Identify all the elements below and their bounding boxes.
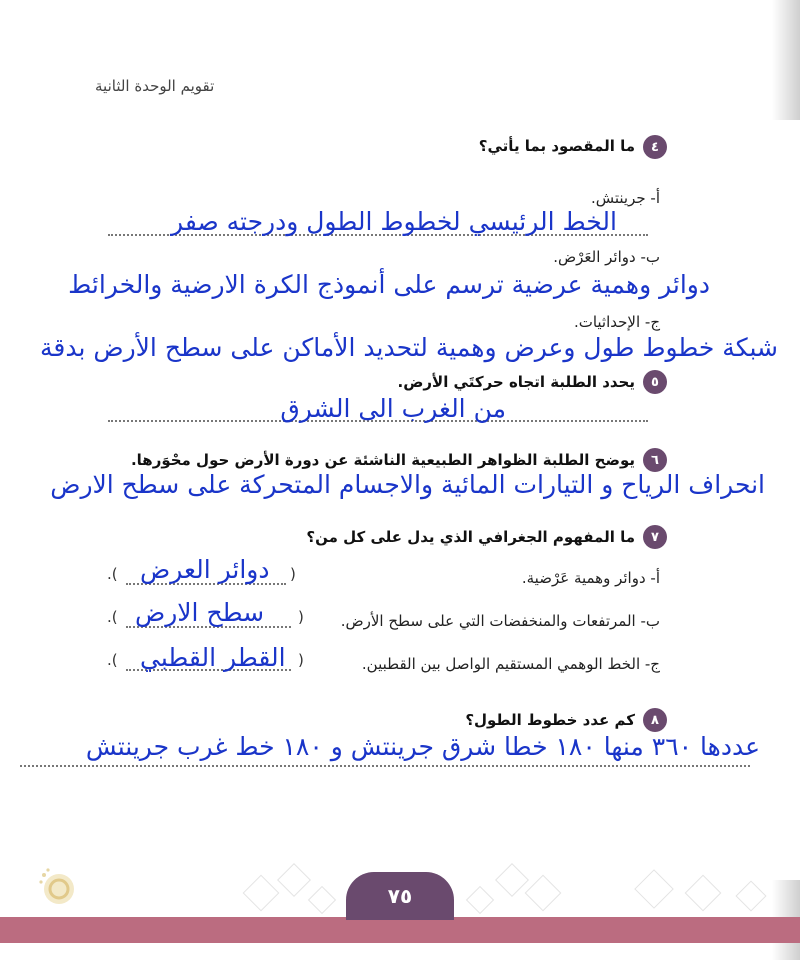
- question-number-8: ٨: [643, 708, 667, 732]
- q4-c-label: ج- الإحداثيات.: [573, 313, 660, 331]
- page-corner-shadow: [772, 0, 800, 120]
- q7-c-label: ج- الخط الوهمي المستقيم الواصل بين القطبين.: [361, 655, 660, 673]
- q7-b-paren-close: ).: [107, 608, 118, 626]
- q4-a-answer: الخط الرئيسي لخطوط الطول ودرجته صفر: [171, 207, 617, 236]
- decorative-pattern: [525, 875, 562, 912]
- decorative-pattern: [634, 869, 674, 909]
- q4-b-label: ب- دوائر العَرْض.: [553, 248, 660, 266]
- decorative-pattern: [277, 863, 311, 897]
- q7-a-paren-open: (: [290, 565, 296, 583]
- decorative-pattern: [308, 886, 336, 914]
- q7-b-answer: سطح الارض: [135, 598, 265, 627]
- question-number-6: ٦: [643, 448, 667, 472]
- q4-a-label: أ- جرينتش.: [590, 189, 660, 207]
- decorative-pattern: [466, 886, 494, 914]
- question-number-7: ٧: [643, 525, 667, 549]
- q7-c-paren-open: (: [298, 651, 304, 669]
- q6-answer: انحراف الرياح و التيارات المائية والاجسام المتحركة على سطح الارض: [50, 470, 765, 499]
- q7-b-label: ب- المرتفعات والمنخفضات التي على سطح الأرض.: [340, 612, 660, 630]
- question-7-prompt: ما المفهوم الجغرافي الذي يدل على كل من؟: [306, 528, 635, 546]
- footer-bar: [0, 917, 800, 943]
- unit-title: تقويم الوحدة الثانية: [95, 77, 215, 95]
- q7-a-answer: دوائر العرض: [140, 555, 270, 584]
- decorative-pattern: [735, 880, 766, 911]
- q7-b-paren-open: (: [298, 608, 304, 626]
- question-6-prompt: يوضح الطلبة الظواهر الطبيعية الناشئة عن دورة الأرض حول محْوَرها.: [130, 451, 635, 469]
- q7-c-paren-close: ).: [107, 651, 118, 669]
- q4-c-answer: شبكة خطوط طول وعرض وهمية لتحديد الأماكن على سطح الأرض بدقة: [39, 333, 778, 362]
- question-number-4: ٤: [643, 135, 667, 159]
- q8-answer-line: [20, 765, 750, 767]
- decorative-pattern: [243, 875, 280, 912]
- page-number: ٧٥: [346, 872, 454, 920]
- q7-a-paren-close: ).: [107, 565, 118, 583]
- publisher-logo: [36, 866, 82, 912]
- question-8-prompt: كم عدد خطوط الطول؟: [465, 711, 635, 729]
- question-4-prompt: ما المقصود بما يأتي؟: [478, 137, 635, 155]
- q4-b-answer: دوائر وهمية عرضية ترسم على أنموذج الكرة الارضية والخرائط: [68, 270, 710, 299]
- question-number-5: ٥: [643, 370, 667, 394]
- q7-a-label: أ- دوائر وهمية عَرْضية.: [521, 569, 660, 587]
- q5-answer: من الغرب الى الشرق: [280, 394, 506, 423]
- q8-answer: عددها ٣٦٠ منها ١٨٠ خطا شرق جرينتش و ١٨٠ خط غرب جرينتش: [85, 732, 760, 761]
- q7-c-answer: القطر القطبي: [140, 643, 286, 672]
- decorative-pattern: [685, 875, 722, 912]
- question-5-prompt: يحدد الطلبة اتجاه حركتَي الأرض.: [397, 373, 635, 391]
